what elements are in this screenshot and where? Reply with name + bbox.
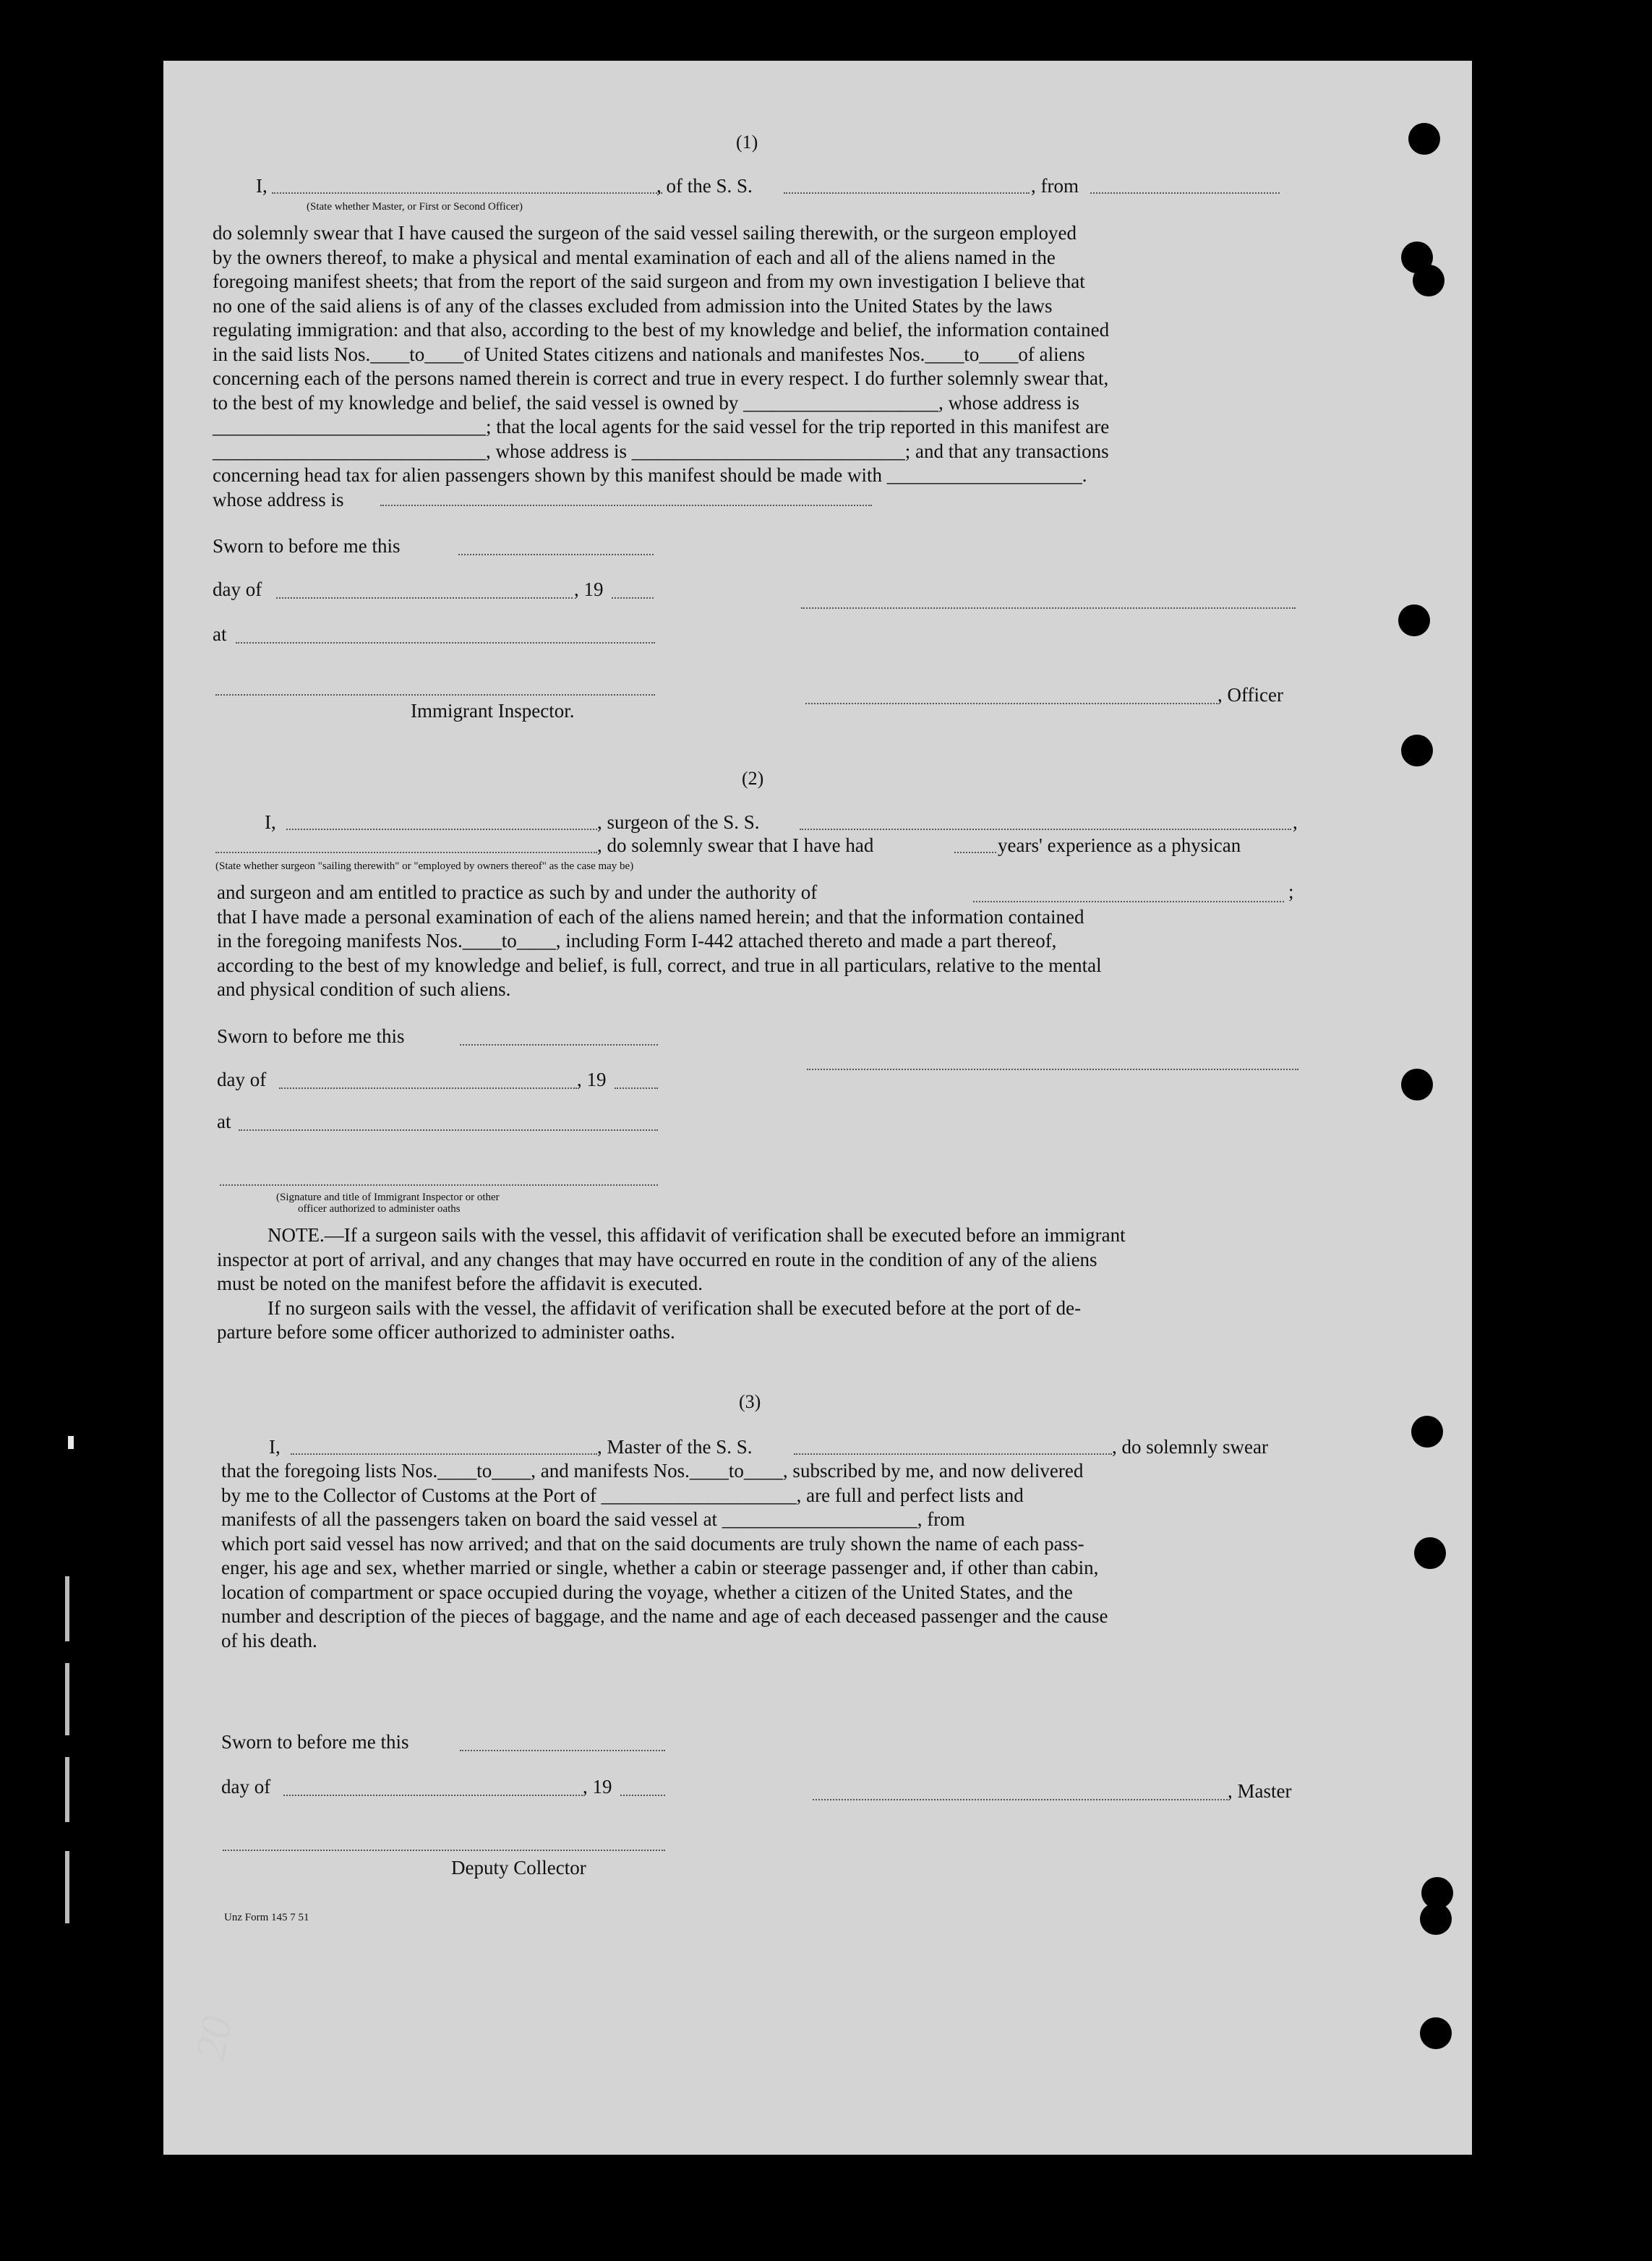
form-number: Unz Form 145 7 51 — [224, 1912, 309, 1923]
film-margin-mark — [65, 1851, 69, 1923]
paragraph-line: ____________________________, whose address is ____________________________; and that any transactions — [213, 440, 1109, 462]
surgeon-name-field[interactable] — [286, 829, 597, 830]
paragraph-line: location of compartment or space occupied during the voyage, whether a citizen of the United States, and the — [221, 1581, 1073, 1603]
paragraph-line: that the foregoing lists Nos.____to____, and manifests Nos.____to____, subscribed by me, and now delivered — [221, 1460, 1084, 1482]
at-label: at — [213, 623, 227, 645]
paragraph-line: of his death. — [221, 1629, 317, 1651]
year-label: , 19 — [577, 1069, 607, 1090]
note-paragraph — [217, 1223, 1301, 1345]
paragraph-line: regulating immigration: and that also, according to the best of my knowledge and belief, the information contained — [213, 319, 1110, 341]
inspector-signature-field[interactable] — [215, 694, 655, 696]
paragraph-line: ____________________________; that the local agents for the said vessel for the trip reported in this manifest are — [213, 416, 1110, 437]
vessel-name-field[interactable] — [800, 829, 1291, 830]
inspector-title: Immigrant Inspector. — [411, 700, 575, 722]
year-label: , 19 — [574, 578, 604, 600]
note-line: inspector at port of arrival, and any changes that may have occurred en route in the condition of any of the aliens — [217, 1248, 1097, 1270]
punch-hole — [1408, 123, 1440, 155]
intro-swear: , do solemnly swear that I have had — [597, 834, 874, 856]
intro-surgeon: , surgeon of the S. S. — [597, 811, 760, 833]
intro-ss: , of the S. S. — [656, 175, 753, 197]
paragraph-line: to the best of my knowledge and belief, the said vessel is owned by ____________________, whose address is — [213, 391, 1080, 414]
collector-signature-field[interactable] — [223, 1850, 665, 1851]
comma: , — [1293, 811, 1298, 833]
from-port-field[interactable] — [1090, 192, 1280, 194]
intro-from: , from — [1031, 175, 1079, 197]
sworn-date-field[interactable] — [460, 1044, 658, 1046]
paragraph-line: and surgeon and am entitled to practice as such by and under the authority of — [217, 881, 818, 903]
inspector-signature-field[interactable] — [220, 1184, 658, 1186]
paragraph-line: manifests of all the passengers taken on board the said vessel at ____________________, from — [221, 1508, 965, 1530]
punch-hole — [1414, 1537, 1446, 1569]
punch-hole — [1401, 735, 1433, 766]
intro-i: I, — [265, 811, 276, 833]
vessel-name-field[interactable] — [784, 192, 1030, 194]
section-number: (3) — [739, 1391, 761, 1412]
paragraph-line: which port said vessel has now arrived; and that on the said documents are truly shown the name of each pass- — [221, 1532, 1084, 1555]
sworn-date-field[interactable] — [460, 1750, 665, 1751]
paragraph-line: do solemnly swear that I have caused the surgeon of the said vessel sailing therewith, or the surgeon employed — [213, 222, 1077, 244]
year-field[interactable] — [612, 597, 654, 599]
day-of-label: day of — [213, 578, 262, 600]
form-page — [163, 61, 1472, 2155]
section-number: (2) — [742, 768, 764, 789]
intro-i: I, — [256, 175, 268, 197]
master-label: , Master — [1228, 1780, 1292, 1802]
section-number: (1) — [736, 132, 758, 153]
film-margin-mark — [68, 1436, 74, 1449]
paragraph-line: number and description of the pieces of baggage, and the name and age of each deceased passenger and the cause — [221, 1605, 1108, 1627]
sworn-label: Sworn to before me this — [221, 1731, 409, 1753]
paragraph-line: in the said lists Nos.____to____of United States citizens and nationals and manifestes Nos.____to____of aliens — [213, 343, 1085, 365]
address-field[interactable] — [380, 505, 872, 506]
signature-note: (Signature and title of Immigrant Inspector or other — [276, 1192, 500, 1203]
paragraph-line: concerning head tax for alien passengers shown by this manifest should be made with ____________________. — [213, 464, 1087, 486]
at-place-field[interactable] — [236, 642, 655, 644]
master-signature-field[interactable] — [813, 1799, 1228, 1800]
paragraph-line: no one of the said aliens is of any of the classes excluded from admission into the United States by the laws — [213, 294, 1053, 317]
punch-hole — [1420, 2017, 1452, 2049]
month-field[interactable] — [276, 597, 573, 599]
day-of-label: day of — [217, 1069, 267, 1090]
section-3-paragraph — [221, 1459, 1306, 1653]
intro-i: I, — [269, 1436, 281, 1458]
years-field[interactable] — [954, 852, 996, 853]
intro-master: , Master of the S. S. — [597, 1436, 753, 1458]
punch-hole — [1413, 265, 1445, 296]
punch-hole — [1420, 1903, 1452, 1935]
paragraph-line: enger, his age and sex, whether married or single, whether a cabin or steerage passenger and, if other than cabin, — [221, 1557, 1099, 1578]
paragraph-line: in the foregoing manifests Nos.____to____, including Form I-442 attached thereto and made a part thereof, — [217, 930, 1057, 952]
officer-signature-field[interactable] — [801, 607, 1296, 609]
year-label: , 19 — [583, 1776, 612, 1798]
sworn-label: Sworn to before me this — [217, 1025, 405, 1047]
officer-name-line[interactable] — [805, 703, 1217, 704]
at-place-field[interactable] — [239, 1129, 658, 1131]
sworn-date-field[interactable] — [458, 554, 654, 555]
at-label: at — [217, 1111, 231, 1132]
master-name-field[interactable] — [291, 1453, 597, 1455]
surgeon-status-field[interactable] — [215, 852, 597, 853]
paragraph-line: foregoing manifest sheets; that from the report of the said surgeon and from my own investigation I believe that — [213, 270, 1085, 292]
paragraph-line: that I have made a personal examination of each of the aliens named herein; and that the information contained — [217, 905, 1084, 928]
film-margin-mark — [65, 1663, 69, 1735]
surgeon-note: (State whether surgeon "sailing therewith" or "employed by owners thereof" as the case may be) — [215, 860, 634, 872]
signature-note: officer authorized to administer oaths — [298, 1203, 461, 1215]
punch-hole — [1398, 604, 1430, 636]
punch-hole — [1411, 1416, 1443, 1448]
punch-hole — [1401, 1069, 1433, 1100]
section-2-paragraph — [217, 881, 1301, 1002]
film-margin-mark — [65, 1576, 69, 1641]
intro-swear: , do solemnly swear — [1112, 1436, 1268, 1458]
paragraph-line: and physical condition of such aliens. — [217, 978, 511, 1000]
authority-end: ; — [1288, 881, 1294, 902]
day-of-label: day of — [221, 1776, 271, 1798]
month-field[interactable] — [283, 1795, 583, 1796]
note-line: If no surgeon sails with the vessel, the affidavit of verification shall be executed before at the port of de- — [268, 1296, 1082, 1319]
officer-label: , Officer — [1217, 684, 1283, 706]
vessel-name-field[interactable] — [794, 1453, 1112, 1455]
section-1-paragraph — [213, 221, 1297, 512]
paragraph-line: by the owners thereof, to make a physical and mental examination of each and all of the aliens named in the — [213, 246, 1056, 268]
paragraph-line: according to the best of my knowledge and belief, is full, correct, and true in all particulars, relative to the mental — [217, 954, 1102, 976]
paragraph-line: by me to the Collector of Customs at the Port of ____________________, are full and perfect lists and — [221, 1484, 1024, 1506]
paragraph-line: whose address is — [213, 488, 344, 510]
note-line: NOTE.—If a surgeon sails with the vessel, this affidavit of verification shall be executed before an immigrant — [268, 1224, 1126, 1246]
sworn-label: Sworn to before me this — [213, 535, 401, 557]
authority-field[interactable] — [973, 901, 1284, 902]
deputy-collector-title: Deputy Collector — [451, 1857, 586, 1879]
officer-name-field[interactable] — [272, 192, 662, 194]
month-field[interactable] — [279, 1087, 577, 1089]
paragraph-line: concerning each of the persons named therein is correct and true in every respect. I do further solemnly swear that, — [213, 367, 1109, 389]
officer-signature-field[interactable] — [807, 1069, 1298, 1070]
note-line: parture before some officer authorized to administer oaths. — [217, 1321, 675, 1343]
handwritten-mark: 20 — [186, 2012, 241, 2064]
year-field[interactable] — [615, 1087, 658, 1089]
year-field[interactable] — [620, 1795, 665, 1796]
note-line: must be noted on the manifest before the affidavit is executed. — [217, 1273, 703, 1294]
officer-note: (State whether Master, or First or Second Officer) — [307, 201, 523, 213]
intro-years: years' experience as a physican — [998, 834, 1241, 856]
film-margin-mark — [65, 1757, 69, 1822]
